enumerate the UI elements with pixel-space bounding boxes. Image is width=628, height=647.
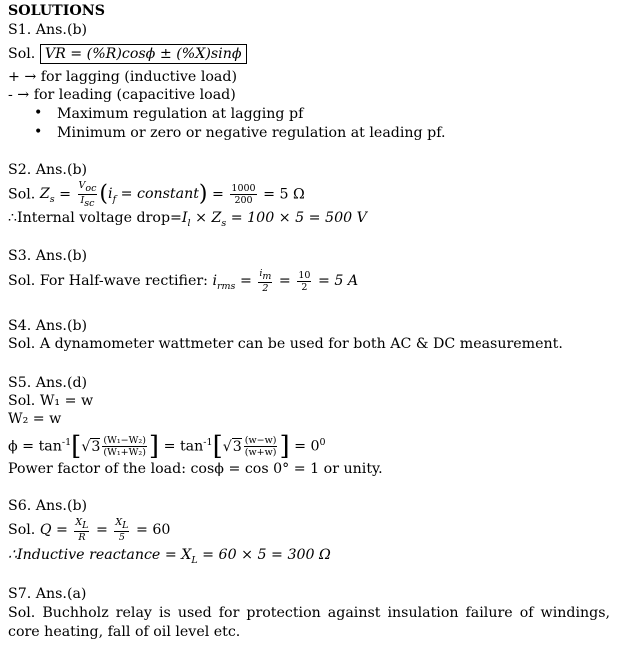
s1-solution: Sol. VR = (%R)cosϕ ± (%X)sinϕ [8, 45, 247, 63]
s5-frac-1: $\frac{\text{(W₁−W₂)}}{\text{(W₁+W₂)}}$ [103, 435, 146, 459]
s1-formula-box: VR = (%R)cosϕ ± (%X)sinϕ [40, 44, 247, 64]
heading: SOLUTIONS [8, 3, 105, 19]
s1-bullet-1: Maximum regulation at lagging pf [57, 106, 304, 122]
s6-reactance: ∴Inductive reactance = $X_L = 60 \times 5 = 300$ Ω [8, 547, 331, 566]
s2-voltage-drop: ∴Internal voltage $drop=I_l \times Z_s = 100 \times 5 = 500$ V [8, 210, 367, 229]
s3-frac-im: $\frac{i_m}{2}$ [259, 268, 272, 294]
s2-answer: S2. Ans.(b) [8, 162, 88, 178]
s2-frac-numbers: $\frac{1000}{200}$ [231, 182, 256, 206]
s5-phi: $\phi = \tan^{-1}[√3$ $\frac{\text{(W₁−W₂)}}{\text{(W₁+W₂)}}$ ] = $\tan^{-1}[√3$ $\frac{(w-w)}{(w+w)}$ ] = $0^0$ [8, 431, 326, 462]
s1-bullet-2: Minimum or zero or negative regulation at leading pf. [57, 125, 446, 141]
s1-answer: S1. Ans.(b) [8, 22, 88, 38]
s2-frac-voc-isc: $\frac{V_{oc}}{I_{sc}}$ [78, 180, 97, 209]
s1-leading: - → for leading (capacitive load) [8, 87, 236, 103]
bullet-dot: • [34, 124, 43, 140]
s7-answer: S7. Ans.(a) [8, 586, 87, 602]
bullet-dot: • [34, 105, 43, 121]
s6-frac-xl-5: $\frac{X_L}{5}$ [115, 517, 129, 543]
s5-frac-2: $\frac{(w-w)}{(w+w)}$ [244, 435, 277, 459]
s5-w1: Sol. W₁ = w [8, 393, 94, 409]
s4-solution: Sol. A dynamometer wattmeter can be used for both AC & DC measurement. [8, 336, 563, 352]
s6-answer: S6. Ans.(b) [8, 498, 88, 514]
s5-w2: W₂ = w [8, 411, 62, 427]
s2-solution: Sol. $Z_s$ = $\frac{V_{oc}}{I_{sc}}$ ($i_f$ = constant) = $\frac{1000}{200}$ = 5 Ω [8, 180, 305, 209]
s7-solution: Sol. Buchholz relay is used for protection against insulation failure of windings, core heating, fall of oil level etc. [8, 605, 610, 640]
s3-answer: S3. Ans.(b) [8, 248, 88, 264]
s5-answer: S5. Ans.(d) [8, 375, 88, 391]
s6-frac-xl-r: $\frac{X_L}{R}$ [75, 517, 89, 543]
s3-solution: Sol. For Half-wave rectifier: $i_{rms}$ = $\frac{i_m}{2}$ = $\frac{10}{2}$ = 5 A [8, 268, 359, 294]
s3-frac-numbers: $\frac{10}{2}$ [298, 269, 311, 293]
s6-solution: Sol. Q = $\frac{X_L}{R}$ = $\frac{X_L}{5}$ = 60 [8, 517, 171, 543]
s4-answer: S4. Ans.(b) [8, 318, 88, 334]
s1-lagging: + → for lagging (inductive load) [8, 69, 237, 85]
s5-power-factor: Power factor of the load: cosϕ = cos 0° = 1 or unity. [8, 461, 383, 477]
